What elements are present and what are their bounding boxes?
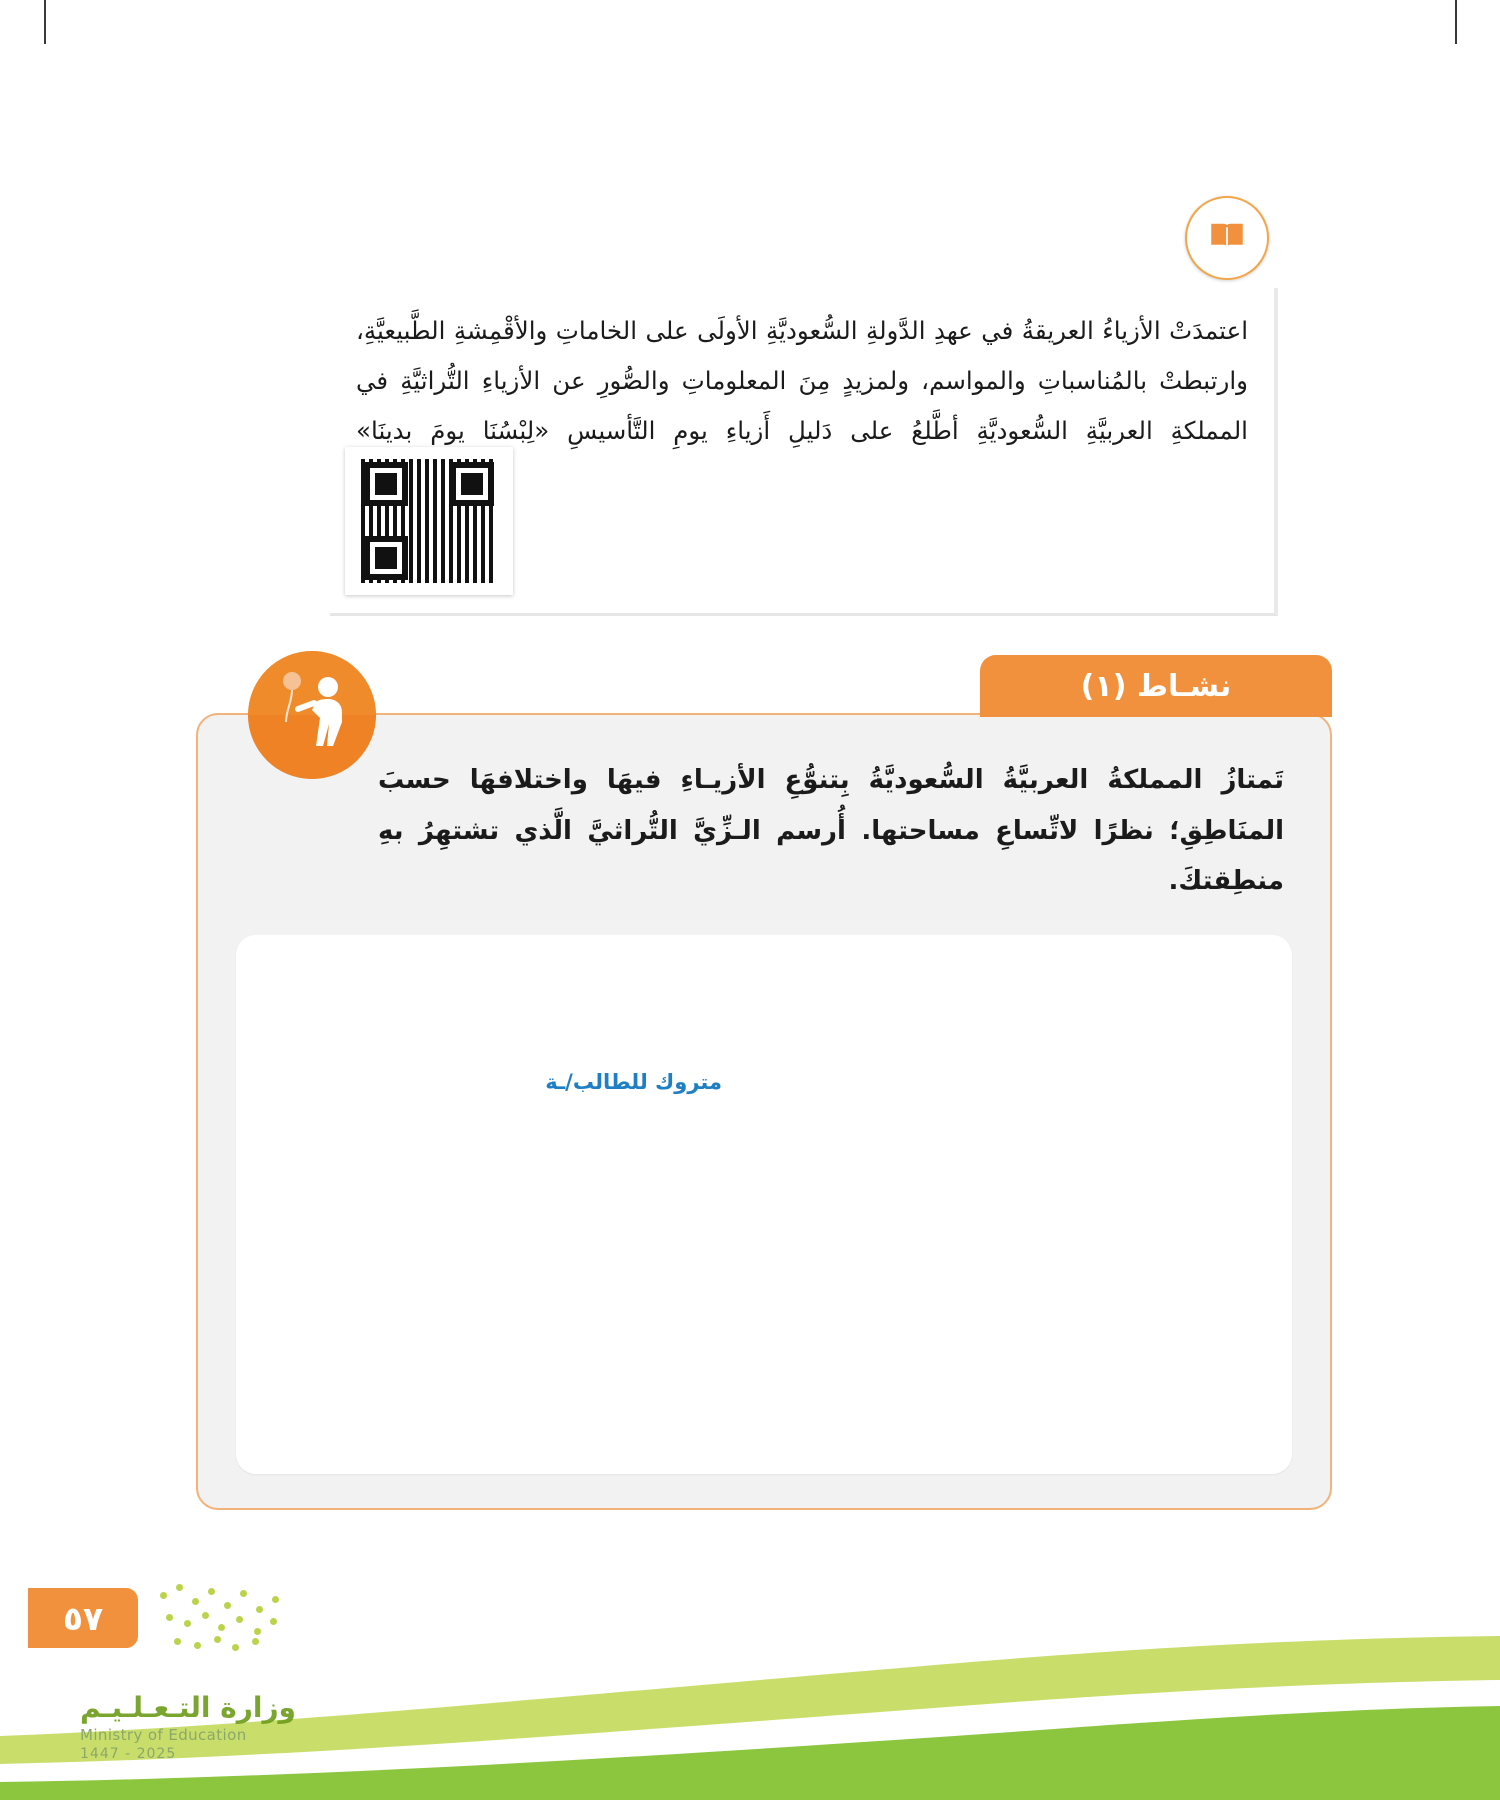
page-number: ٥٧ (62, 1598, 104, 1638)
ministry-year: 2025 - 1447 (80, 1746, 177, 1762)
activity-prompt: تَمتازُ المملكةُ العربيَّةُ السُّعوديَّةُ بِتنوُّعِ الأزيـاءِ فيهَا واختلافهَا حسبَ المنَاطِقِ؛ نظرًا لاتِّساعِ مساحتها. أُرسم الـزِّيَّ التُّراثيَّ الَّذي تشتهِرُ بهِ منطِقتكَ. (378, 765, 1284, 897)
qr-code-icon[interactable] (345, 447, 513, 595)
ministry-logo (80, 1691, 296, 1762)
activity-answer-area[interactable] (236, 935, 1292, 1474)
book-badge (1185, 196, 1269, 280)
activity-body (196, 713, 1332, 1510)
qr-code-pattern (361, 459, 497, 583)
crop-mark-top-right (1455, 0, 1457, 44)
activity-tab-label: نشـاط (١) (1080, 668, 1232, 704)
qr-eye-top-left (364, 462, 408, 506)
crop-mark-top-left (44, 0, 46, 44)
activity-tab (980, 655, 1332, 717)
ministry-name-en: Ministry of Education (80, 1726, 247, 1744)
page-number-badge (28, 1588, 138, 1648)
answer-note: متروك للطالب/ـة (545, 1070, 722, 1094)
activity-section (196, 655, 1332, 1510)
ministry-name-ar: وزارة التـعـلـيـم (80, 1691, 296, 1724)
dot-pattern-decoration (160, 1580, 290, 1660)
intro-paragraph: اعتمدَتْ الأزياءُ العريقةُ في عهدِ الدَّولةِ السُّعوديَّةِ الأولَى على الخاماتِ والأقْمِشةِ الطَّبيعيَّةِ، وارتبطتْ بالمُناسباتِ والمواسم، ولمزيدٍ مِنَ المعلوماتِ والصُّورِ عن الأزياءِ التُّراثيَّةِ في المملكةِ العربيَّةِ السُّعوديَّةِ أطَّلعُ على دَليلِ أَزياءِ يومِ التَّأسيسِ «لِبْسُنَا يومَ بدينَا» (356, 316, 1248, 446)
child-celebrating-icon (248, 651, 376, 779)
page-footer (0, 1550, 1500, 1800)
qr-eye-bottom-left (364, 536, 408, 580)
qr-eye-top-right (450, 462, 494, 506)
book-icon (1206, 215, 1248, 261)
